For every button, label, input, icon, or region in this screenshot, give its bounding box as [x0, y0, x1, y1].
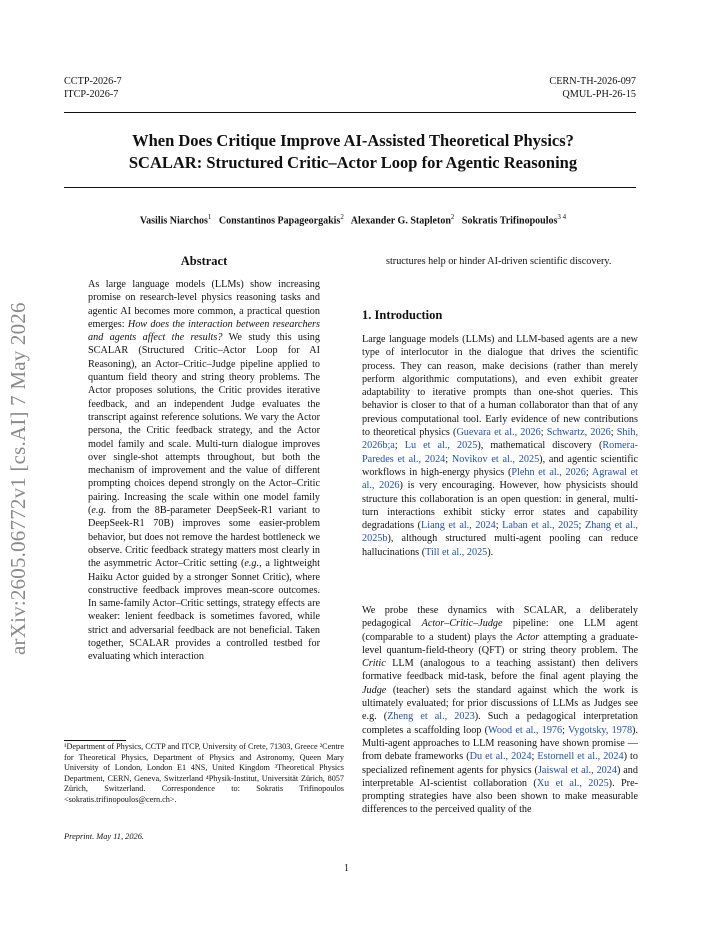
affiliations-footnote: ¹Department of Physics, CCTP and ITCP, University of Crete, 71303, Greece ²Centre for Theoretical Physics, Department of Physics and Astronomy, Queen Mary University of London, London E1 4NS, United Kingdom ³Theoretical Physics Department, CERN, Geneva, Switzerland ⁴Physik-Institut, Universität Zürich, 8057 Zürich, Switzerland. Correspondence to: Sokratis Trifinopoulos <sokratis.trifinopoulos@cern.ch>. [64, 742, 344, 804]
intro-text: ; [585, 466, 592, 478]
report-number: CCTP-2026-7 [64, 76, 122, 87]
intro-text: ). Pre-prompting strategies have also been shown to make measurable differences to the perceived quality of the [362, 777, 638, 816]
footnote-rule [64, 740, 126, 741]
author-affiliation-mark: 2 [340, 213, 344, 221]
citation-link[interactable]: Zheng et al., 2023 [387, 711, 475, 723]
emphasis-term: Critic [362, 658, 386, 670]
abstract-text: We study this using SCALAR (Structured Critic–Actor Loop for AI Reasoning), an Actor–Critic–Judge pipeline applied to quantum field theory and string theory problems. The Actor proposes solutions, the Critic provides iterative feedback, and an independent Judge evaluates the transcript against reference solutions. We vary the Actor persona, the Critic feedback strategy, and the Actor model family and scale. Multi-turn dialogue improves over single-shot attempts throughout, but both the mechanism of improvement and the value of different prompting choices depend strongly on the Actor–Critic pairing. Increasing the scale within one model family ( [88, 332, 320, 517]
intro-text: attempting a graduate-level quantum-field-theory (QFT) or string theory problem. The [362, 631, 638, 656]
author-name: Alexander G. Stapleton [350, 215, 451, 227]
citation-link[interactable]: Vygotsky, 1978 [568, 724, 633, 736]
section-heading-introduction: 1. Introduction [362, 308, 443, 322]
intro-paragraph-text [362, 604, 638, 817]
paper-title [64, 130, 642, 174]
abstract-text: from the 8B-parameter DeepSeek-R1 variant to DeepSeek-R1 70B) improves some easier-problem behavior, but does not remove the hardest bottleneck we observe. Critic feedback strategy matters most clearly in the asymmetric Actor–Critic setting ( [88, 505, 320, 570]
intro-text: LLM (analogous to a teaching assistant) then delivers formative feedback mid-task, before the final agent playing the [362, 658, 638, 683]
title-line: When Does Critique Improve AI-Assisted Theoretical Physics? [132, 131, 574, 150]
arxiv-stamp: arXiv:2605.06772v1 [cs.AI] 7 May 2026 [6, 302, 30, 655]
intro-text: (teacher) sets the standard against which the work is ultimately evaluated; for prior discussions of LLMs as Judges see e.g. ( [362, 684, 638, 723]
abstract-eg: e.g. [91, 505, 107, 517]
report-number: QMUL-PH-26-15 [562, 89, 636, 100]
intro-text: ; [578, 520, 585, 532]
intro-text: ; [531, 751, 538, 763]
abstract-question: How does the interaction between researchers and agents affect the results? [88, 318, 320, 344]
intro-text: ; [562, 724, 569, 736]
abstract-text: As large language models (LLMs) show increasing promise on research-level physics reasoning tasks and agentic AI becomes more common, a practical question emerges: [88, 279, 320, 330]
abstract-text: , a lightweight Haiku Actor guided by a stronger Sonnet Critic), where constructive feedback improves mean-score outcomes. In same-family Actor–Critic settings, strategy effects are weaker: lenient feedback is sometimes favored, while strict and adversarial feedback are not beneficial. Taken together, SCALAR provides a controlled testbed for evaluating which interaction [88, 558, 320, 663]
report-number: ITCP-2026-7 [64, 89, 119, 100]
author-list [64, 213, 642, 226]
page-number: 1 [344, 863, 349, 874]
abstract-heading: Abstract [180, 254, 228, 268]
intro-text: ; [495, 520, 503, 532]
intro-text: Large language models (LLMs) and LLM-based agents are a new type of interlocutor in the dialogue that drives the scientific process. They can reason, make decisions (rather than merely perform algorithmic computations), and even exhibit greater adaptability to iterative prompts than one-shot queries. This behavior is closer to that of a human collaborator than that of any previous computational tool. Early evidence of new contributions to theoretical physics ( [362, 334, 638, 439]
citation-link[interactable]: Agrawal et al., 2026 [362, 466, 638, 492]
citation-link[interactable]: Lu et al., 2025 [404, 440, 478, 452]
citation-link[interactable]: Liang et al., 2024 [421, 520, 496, 532]
emphasis-term: Actor [516, 631, 540, 643]
citation-link[interactable]: Laban et al., 2025 [502, 520, 579, 532]
abstract-eg: e.g. [244, 558, 260, 570]
intro-text: ; [445, 453, 452, 465]
intro-text: We probe these dynamics with SCALAR, a deliberately pedagogical [362, 605, 638, 630]
intro-text: ). Such a pedagogical interpretation completes a scaffolding loop ( [362, 711, 638, 736]
intro-text: ; [394, 440, 405, 452]
citation-link[interactable]: Wood et al., 1976 [488, 724, 563, 736]
author-name: Vasilis Niarchos [139, 215, 208, 227]
intro-paragraph-text [362, 333, 638, 559]
citation-link[interactable]: Xu et al., 2025 [536, 777, 609, 789]
intro-text: ; [610, 427, 617, 439]
intro-paragraph-1 [362, 333, 638, 559]
citation-link[interactable]: Du et al., 2024 [469, 751, 532, 763]
citation-link[interactable]: Till et al., 2025 [425, 546, 488, 558]
title-rule-bottom [64, 187, 636, 188]
citation-link[interactable]: Schwartz, 2026 [546, 427, 611, 439]
intro-text: ) and interpretable AI-scientist collaboration ( [362, 764, 638, 789]
author-name: Constantinos Papageorgakis [218, 215, 341, 227]
intro-text: ) is very encouraging. However, how physicists should structure this collaboration is an open question: in general, multi-turn interactions exhibit sticky error states and capability degradations ( [362, 480, 638, 532]
author-name: Sokratis Trifinopoulos [461, 215, 558, 227]
abstract-body [88, 278, 320, 664]
citation-link[interactable]: Romera-Paredes et al., 2024 [362, 440, 638, 465]
author-affiliation-mark: 1 [207, 213, 212, 221]
intro-text: ) to specialized refinement agents for physics ( [362, 751, 638, 776]
intro-paragraph-2 [362, 604, 638, 817]
title-rule-top [64, 112, 636, 113]
intro-text: pipeline: one LLM agent (comparable to a student) plays the [362, 618, 639, 643]
citation-link[interactable]: Novikov et al., 2025 [451, 453, 540, 465]
emphasis-term: Actor–Critic–Judge [421, 618, 503, 630]
intro-text: ), and agentic scientific workflows in high-energy physics ( [362, 453, 638, 478]
citation-link[interactable]: Plehn et al., 2026 [511, 466, 586, 478]
abstract-continuation: structures help or hinder AI-driven scientific discovery. [386, 256, 612, 267]
author-affiliation-mark: 2 [450, 213, 455, 221]
title-line: SCALAR: Structured Critic–Actor Loop for Agentic Reasoning [128, 153, 578, 172]
citation-link[interactable]: Estornell et al., 2024 [537, 751, 624, 763]
preprint-date: Preprint. May 11, 2026. [64, 832, 145, 841]
intro-text: ; [540, 427, 547, 439]
report-numbers-left [64, 75, 122, 101]
intro-text: ), mathematical discovery ( [477, 440, 603, 452]
report-number: CERN-TH-2026-097 [549, 76, 636, 87]
intro-text: ). Multi-agent approaches to LLM reasoning have shown promise — from debate frameworks ( [362, 724, 638, 763]
citation-link[interactable]: Guevara et al., 2026 [456, 427, 541, 439]
intro-text: ), although structured multi-agent pooling can reduce hallucinations ( [362, 533, 638, 558]
citation-link[interactable]: Shih, 2026b;a [362, 427, 638, 452]
author-affiliation-mark: 3 4 [557, 213, 567, 221]
citation-link[interactable]: Jaiswal et al., 2024 [537, 764, 617, 776]
report-numbers-right [549, 75, 636, 101]
emphasis-term: Judge [362, 684, 387, 696]
intro-text: ). [487, 546, 494, 558]
citation-link[interactable]: Zhang et al., 2025b [362, 520, 638, 545]
